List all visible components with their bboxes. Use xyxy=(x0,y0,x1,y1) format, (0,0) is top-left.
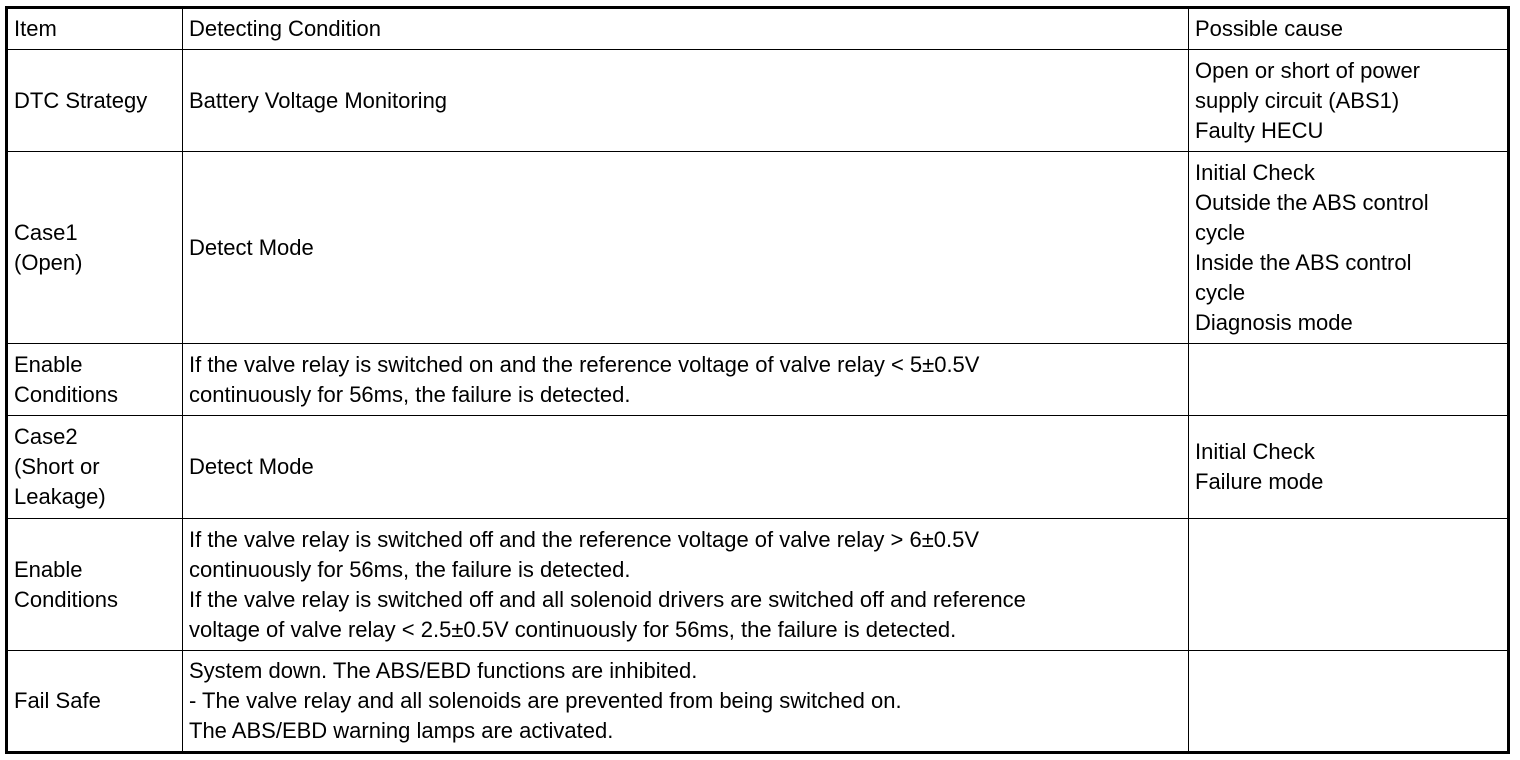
cell-line: supply circuit (ABS1) xyxy=(1195,87,1400,113)
cell-line: If the valve relay is switched off and all solenoid drivers are switched off and reference xyxy=(189,586,1026,612)
cell-line: - The valve relay and all solenoids are prevented from being switched on. xyxy=(189,688,902,713)
table-row xyxy=(7,416,1509,519)
item-cell xyxy=(7,152,183,344)
cell-line: Fail Safe xyxy=(14,688,101,713)
cell-line: Enable xyxy=(14,556,83,582)
cell-line: Conditions xyxy=(14,586,118,612)
cause-cell xyxy=(1189,519,1509,651)
cell-line: Detect Mode xyxy=(189,234,314,260)
condition-cell xyxy=(183,344,1189,416)
cause-cell xyxy=(1189,416,1509,519)
cell-line: System down. The ABS/EBD functions are inhibited. xyxy=(189,658,698,683)
table-row xyxy=(7,50,1509,152)
cell-line: Leakage) xyxy=(14,484,106,509)
cell-line: Diagnosis mode xyxy=(1195,309,1353,335)
cell-line: Detect Mode xyxy=(189,454,314,479)
cell-line: Battery Voltage Monitoring xyxy=(189,87,448,113)
condition-cell xyxy=(183,50,1189,152)
condition-cell xyxy=(183,416,1189,519)
cell-line: DTC Strategy xyxy=(14,87,148,113)
item-cell xyxy=(7,416,183,519)
table-row xyxy=(7,519,1509,651)
cell-line: continuously for 56ms, the failure is detected. xyxy=(189,381,631,407)
header-item: Item xyxy=(7,8,183,50)
item-cell xyxy=(7,519,183,651)
header-detecting-condition: Detecting Condition xyxy=(183,8,1189,50)
cell-line: Open or short of power xyxy=(1195,57,1421,83)
cell-line: Initial Check xyxy=(1195,159,1315,185)
cell-line: voltage of valve relay < 2.5±0.5V continuously for 56ms, the failure is detected. xyxy=(189,616,957,642)
cell-line: Inside the ABS control xyxy=(1195,249,1412,275)
cell-line: If the valve relay is switched off and the reference voltage of valve relay > 6±0.5V xyxy=(189,526,980,552)
cause-cell xyxy=(1189,50,1509,152)
cell-line: Initial Check xyxy=(1195,439,1315,464)
header-possible-cause: Possible cause xyxy=(1189,8,1509,50)
cell-line: (Short or xyxy=(14,454,100,479)
table-row xyxy=(7,651,1509,753)
cell-line: Outside the ABS control xyxy=(1195,189,1429,215)
cause-cell xyxy=(1189,344,1509,416)
table-row xyxy=(7,344,1509,416)
cell-line: Case1 xyxy=(14,219,78,245)
item-cell xyxy=(7,344,183,416)
table-row xyxy=(7,152,1509,344)
condition-cell xyxy=(183,519,1189,651)
cause-cell xyxy=(1189,651,1509,753)
cell-line: Failure mode xyxy=(1195,469,1324,494)
cell-line: Conditions xyxy=(14,381,118,407)
cell-line: Enable xyxy=(14,351,83,377)
cell-line: cycle xyxy=(1195,219,1246,245)
cause-cell xyxy=(1189,152,1509,344)
cell-line: (Open) xyxy=(14,249,83,275)
cell-line: cycle xyxy=(1195,279,1246,305)
dtc-table xyxy=(5,6,1510,754)
cell-line: The ABS/EBD warning lamps are activated. xyxy=(189,718,614,743)
condition-cell xyxy=(183,152,1189,344)
table-header-row xyxy=(7,8,1509,50)
item-cell xyxy=(7,50,183,152)
cell-line: continuously for 56ms, the failure is detected. xyxy=(189,556,631,582)
cell-line: If the valve relay is switched on and the reference voltage of valve relay < 5±0.5V xyxy=(189,351,980,377)
condition-cell xyxy=(183,651,1189,753)
cell-line: Faulty HECU xyxy=(1195,117,1324,143)
item-cell xyxy=(7,651,183,753)
cell-line: Case2 xyxy=(14,424,78,449)
